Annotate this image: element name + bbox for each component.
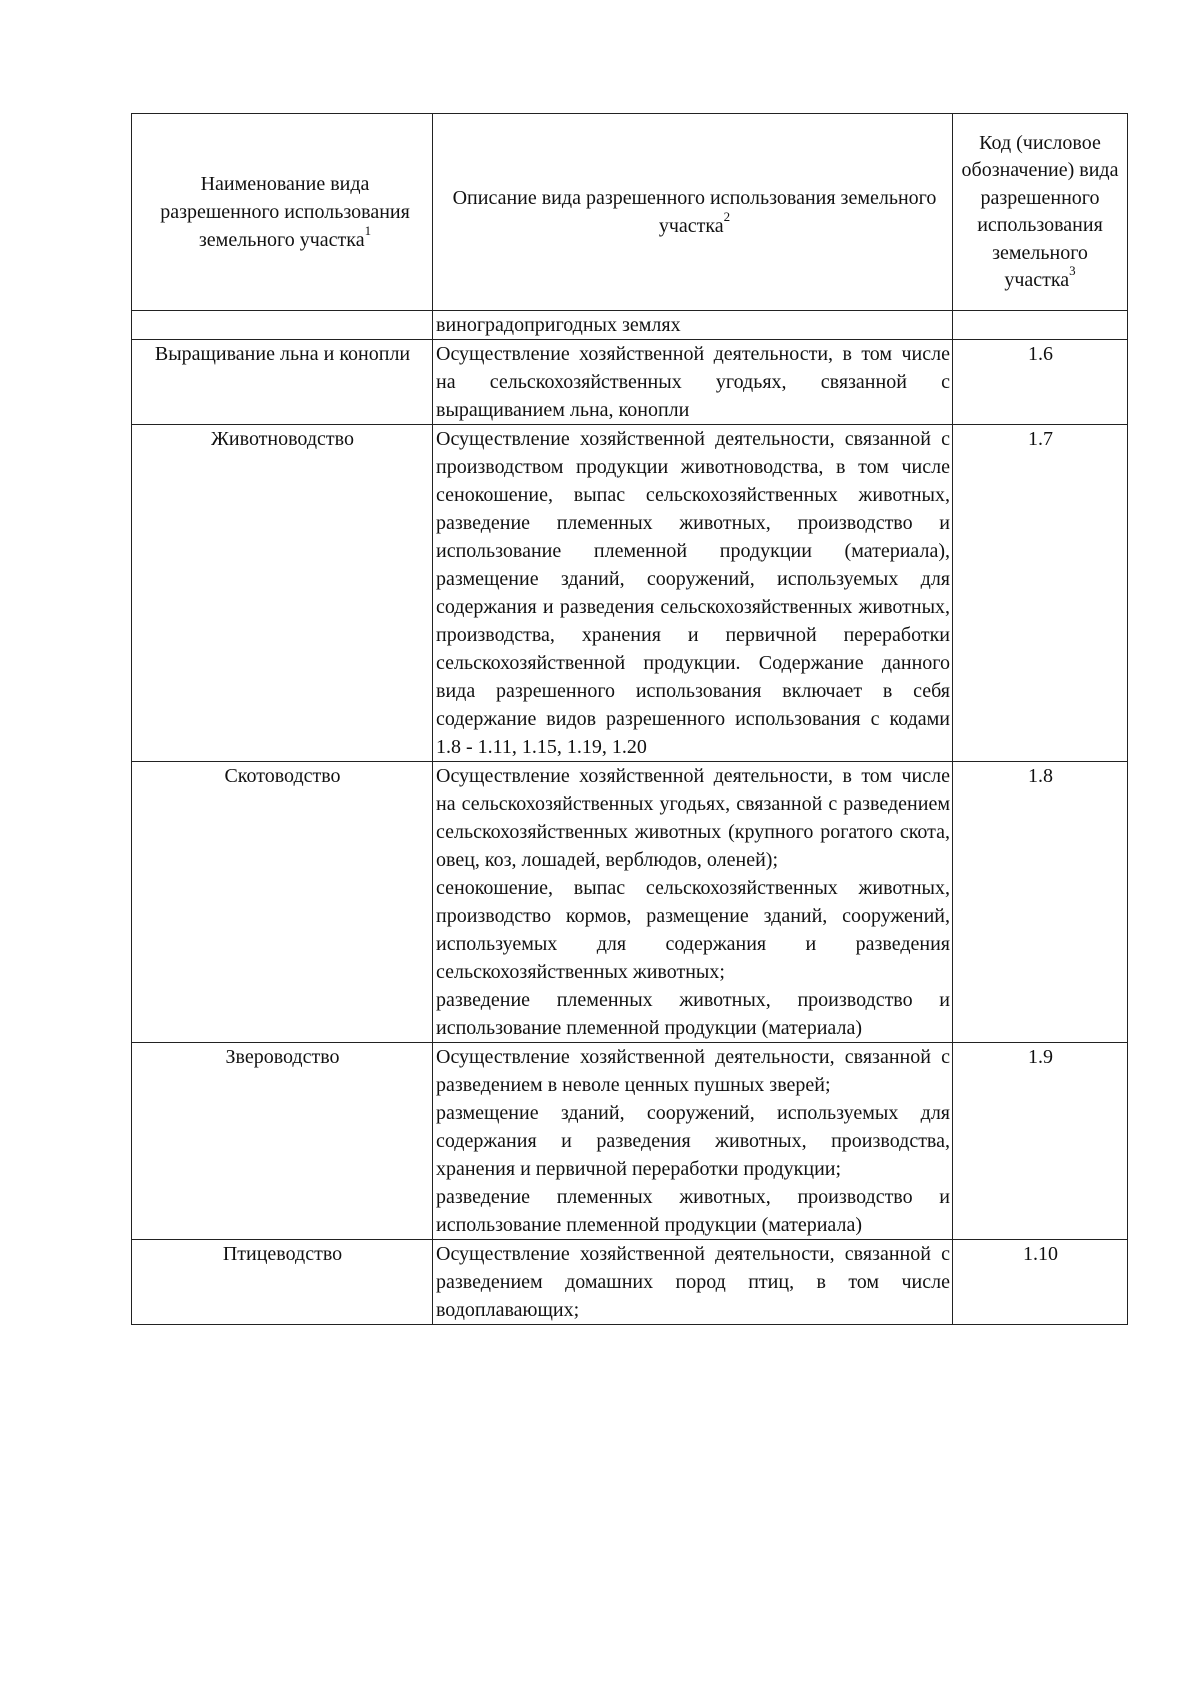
row-description-paragraph: Осуществление хозяйственной деятельности, связанной с производством продукции животноводства, в том числе сенокошение, выпас сельскохозяйственных животных, разведение племенных животных, производство и использование племенной продукции (материала), размещение зданий, сооружений, используемых для содержания и разведения сельскохозяйственных животных, производства, хранения и первичной переработки сельскохозяйственной продукции. Содержание данного вида разрешенного использования включает в себя содержание видов разрешенного использования с кодами 1.8 - 1.11, 1.15, 1.19, 1.20 xyxy=(436,428,950,758)
header-name-text: Наименование вида разрешенного использования земельного участка xyxy=(160,173,410,251)
header-name-footnote: 1 xyxy=(364,223,372,239)
header-code-cell xyxy=(953,114,1128,311)
row-code-cell: 1.9 xyxy=(953,1043,1128,1240)
continuation-description-text: виноградопригодных землях xyxy=(436,314,681,336)
row-code-cell: 1.8 xyxy=(953,762,1128,1043)
row-description-cell xyxy=(433,1043,953,1240)
row-description-paragraph: размещение зданий, сооружений, используемых для содержания и разведения животных, производства, хранения и первичной переработки продукции; xyxy=(436,1102,950,1180)
header-code-text: Код (числовое обозначение) вида разрешенного использования земельного участка xyxy=(961,131,1119,291)
table-body xyxy=(132,340,1128,1325)
row-description-paragraph: сенокошение, выпас сельскохозяйственных животных, производство кормов, размещение зданий, сооружений, используемых для содержания и разведения сельскохозяйственных животных; xyxy=(436,877,950,983)
header-description-text: Описание вида разрешенного использования земельного участка xyxy=(452,187,937,237)
row-description-cell xyxy=(433,340,953,425)
table-header-row xyxy=(132,114,1128,311)
continuation-name-cell xyxy=(132,311,433,340)
continuation-code-cell xyxy=(953,311,1128,340)
row-name-cell: Скотоводство xyxy=(132,762,433,1043)
row-code-cell: 1.10 xyxy=(953,1240,1128,1325)
row-name-cell: Птицеводство xyxy=(132,1240,433,1325)
row-description-cell xyxy=(433,762,953,1043)
row-description-paragraph: Осуществление хозяйственной деятельности, в том числе на сельскохозяйственных угодьях, связанной с выращиванием льна, конопли xyxy=(436,343,950,421)
row-name-cell: Звероводство xyxy=(132,1043,433,1240)
document-page xyxy=(131,113,1127,1325)
row-description-cell xyxy=(433,1240,953,1325)
header-name-cell xyxy=(132,114,433,311)
table-row xyxy=(132,1043,1128,1240)
continuation-description-cell xyxy=(433,311,953,340)
row-name-cell: Животноводство xyxy=(132,425,433,762)
table-row xyxy=(132,425,1128,762)
row-code-cell: 1.7 xyxy=(953,425,1128,762)
row-description-paragraph: Осуществление хозяйственной деятельности, связанной с разведением в неволе ценных пушных зверей; xyxy=(436,1046,950,1096)
row-code-cell: 1.6 xyxy=(953,340,1128,425)
header-code-footnote: 3 xyxy=(1069,263,1076,279)
row-description-paragraph: Осуществление хозяйственной деятельности, связанной с разведением домашних пород птиц, в том числе водоплавающих; xyxy=(436,1243,950,1321)
row-description-paragraph: разведение племенных животных, производство и использование племенной продукции (материала) xyxy=(436,1186,950,1236)
header-description-cell xyxy=(433,114,953,311)
table-row xyxy=(132,1240,1128,1325)
table-row xyxy=(132,340,1128,425)
land-use-table xyxy=(131,113,1128,1325)
continuation-row xyxy=(132,311,1128,340)
row-description-cell xyxy=(433,425,953,762)
table-row xyxy=(132,762,1128,1043)
row-name-cell: Выращивание льна и конопли xyxy=(132,340,433,425)
row-description-paragraph: разведение племенных животных, производство и использование племенной продукции (материала) xyxy=(436,989,950,1039)
header-description-footnote: 2 xyxy=(723,209,731,225)
row-description-paragraph: Осуществление хозяйственной деятельности, в том числе на сельскохозяйственных угодьях, связанной с разведением сельскохозяйственных животных (крупного рогатого скота, овец, коз, лошадей, верблюдов, оленей); xyxy=(436,765,950,871)
